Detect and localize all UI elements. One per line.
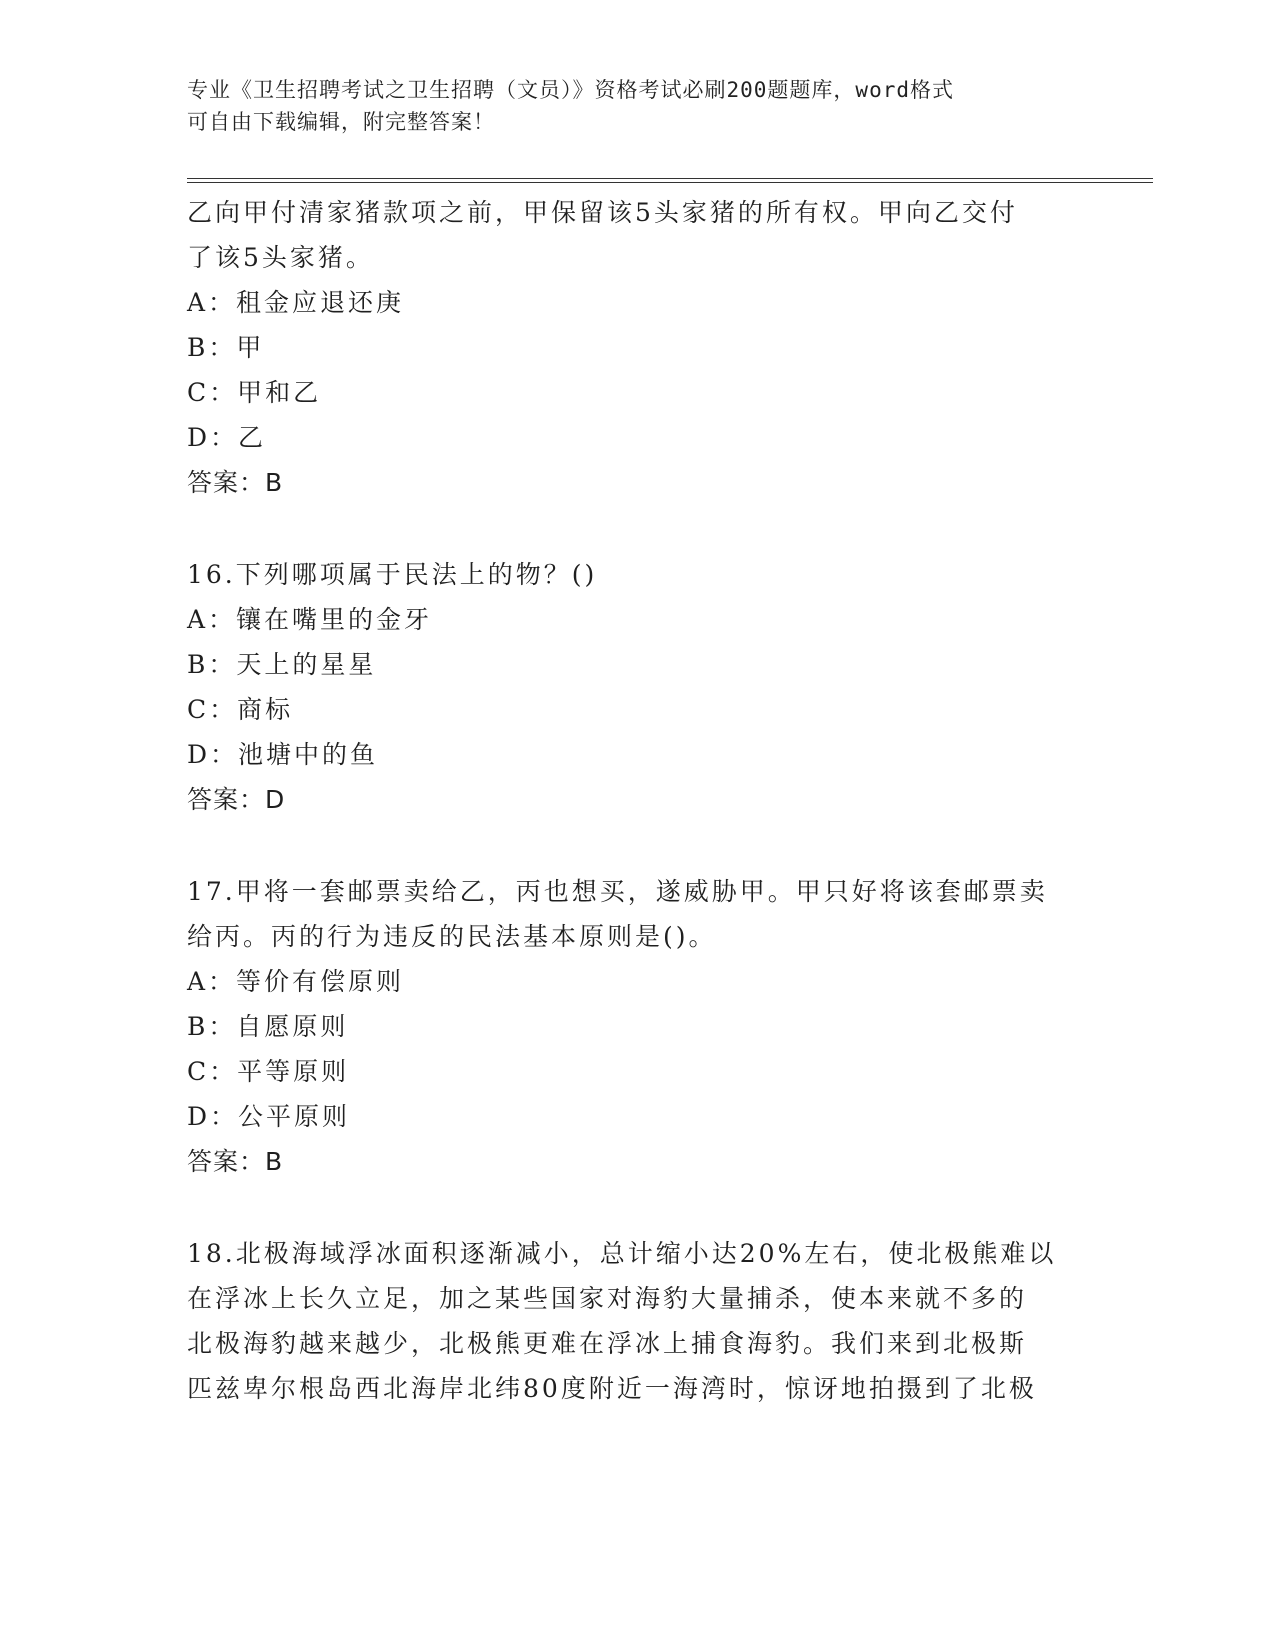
option-b: B：天上的星星 — [187, 650, 377, 679]
option-c: C：商标 — [187, 695, 294, 724]
option-a: A：等价有偿原则 — [187, 967, 405, 996]
header-divider — [187, 178, 1153, 183]
question-text-line: 北极海豹越来越少，北极熊更难在浮冰上捕食海豹。我们来到北极斯 — [187, 1329, 1028, 1358]
answer-line: 答案：B — [187, 1147, 284, 1176]
option-a: A：镶在嘴里的金牙 — [187, 605, 433, 634]
question-block — [187, 190, 1067, 505]
question-text-line: 18.北极海域浮冰面积逐渐减小，总计缩小达20%左右，使北极熊难以 — [187, 1239, 1057, 1268]
question-block — [187, 1231, 1067, 1411]
question-list — [187, 190, 1067, 1411]
answer-line: 答案：D — [187, 785, 286, 814]
question-text-line: 在浮冰上长久立足，加之某些国家对海豹大量捕杀，使本来就不多的 — [187, 1284, 1028, 1313]
question-text-line: 17.甲将一套邮票卖给乙，丙也想买，遂威胁甲。甲只好将该套邮票卖 — [187, 877, 1048, 906]
option-b: B：甲 — [187, 333, 265, 362]
option-c: C：平等原则 — [187, 1057, 350, 1086]
option-c: C：甲和乙 — [187, 378, 322, 407]
answer-line: 答案：B — [187, 468, 284, 497]
header-line: 专业《卫生招聘考试之卫生招聘（文员）》资格考试必刷200题题库，word格式 — [187, 78, 954, 102]
option-d: D：乙 — [187, 423, 267, 452]
question-text-line: 匹兹卑尔根岛西北海岸北纬80度附近一海湾时，惊讶地拍摄到了北极 — [187, 1374, 1037, 1403]
spacer — [187, 505, 1067, 552]
question-block — [187, 552, 1067, 822]
option-d: D：池塘中的鱼 — [187, 740, 379, 769]
question-text-line: 给丙。丙的行为违反的民法基本原则是()。 — [187, 922, 717, 951]
header-line: 可自由下载编辑，附完整答案！ — [187, 110, 495, 134]
question-text-line: 乙向甲付清家猪款项之前，甲保留该5头家猪的所有权。甲向乙交付 — [187, 198, 1018, 227]
question-text-line: 了该5头家猪。 — [187, 243, 374, 272]
question-block — [187, 869, 1067, 1184]
option-a: A：租金应退还庚 — [187, 288, 405, 317]
spacer — [187, 1184, 1067, 1231]
page-header — [187, 74, 1067, 138]
spacer — [187, 822, 1067, 869]
option-d: D：公平原则 — [187, 1102, 351, 1131]
question-text-line: 16.下列哪项属于民法上的物？() — [187, 560, 598, 589]
option-b: B：自愿原则 — [187, 1012, 349, 1041]
